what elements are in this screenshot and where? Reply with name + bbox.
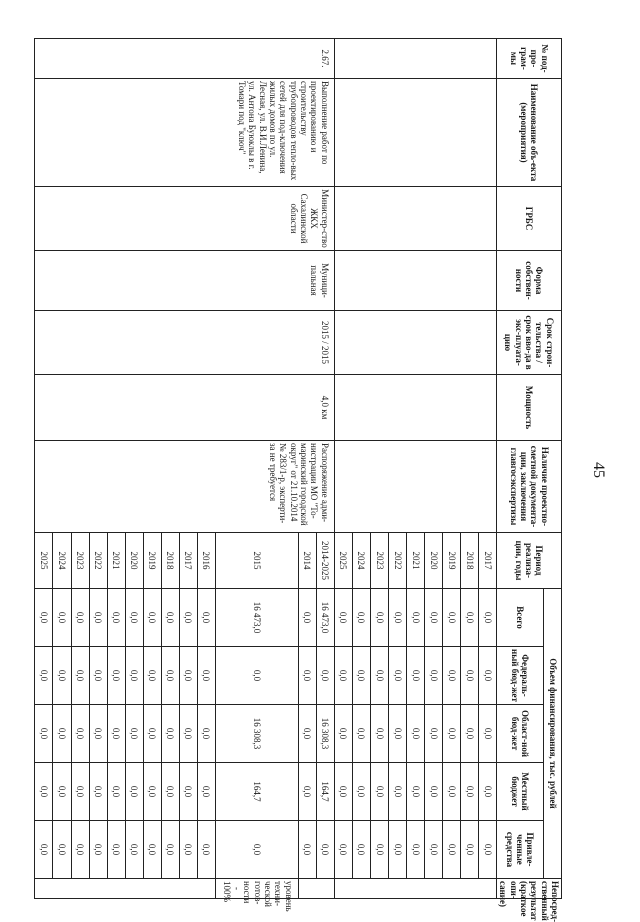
cell-regional: 0,0: [370, 705, 388, 763]
cell-regional: 0,0: [161, 705, 179, 763]
cell-total: 0,0: [442, 589, 460, 647]
cell-total: 0,0: [424, 589, 442, 647]
cell-total: 0,0: [125, 589, 143, 647]
cell-regional: 0,0: [179, 705, 197, 763]
cell-total: 0,0: [334, 589, 352, 647]
cell-federal: 0,0: [352, 647, 370, 705]
cell-year: 2016: [197, 533, 215, 589]
header-regional: Област-ной бюд-жет: [496, 705, 543, 763]
cell-total: 0,0: [53, 589, 71, 647]
cell-private: 0,0: [143, 821, 161, 879]
cell-year: 2023: [370, 533, 388, 589]
cell-local: 0,0: [125, 763, 143, 821]
cell-local: 0,0: [143, 763, 161, 821]
header-period: Срок строи-тельства / срок вво-да в экс-плуата-цию: [496, 311, 561, 375]
cell-regional: 0,0: [89, 705, 107, 763]
cell-total: 16 473,0: [215, 589, 298, 647]
cell-federal: 0,0: [107, 647, 125, 705]
cell-regional: 0,0: [460, 705, 478, 763]
cell-local: 0,0: [424, 763, 442, 821]
cell-federal: 0,0: [406, 647, 424, 705]
financing-table: [34, 38, 562, 922]
cell-year: 2019: [143, 533, 161, 589]
cell-year: 2017: [179, 533, 197, 589]
cell-local: 164,7: [215, 763, 298, 821]
cell-total: 0,0: [478, 589, 496, 647]
cell-federal: 0,0: [71, 647, 89, 705]
cell-private: 0,0: [215, 821, 298, 879]
cell-private: 0,0: [388, 821, 406, 879]
cell-total: 0,0: [107, 589, 125, 647]
table-body: [35, 39, 497, 912]
cell-regional: 0,0: [478, 705, 496, 763]
table-row-summary: [316, 39, 334, 899]
cell-private: 0,0: [125, 821, 143, 879]
result-empty-cell: [298, 879, 334, 899]
cell-local: 0,0: [406, 763, 424, 821]
cell-year: 2019: [442, 533, 460, 589]
cell-federal: 0,0: [388, 647, 406, 705]
cell-local: 0,0: [197, 763, 215, 821]
cell-total: 0,0: [406, 589, 424, 647]
cell-regional: 0,0: [71, 705, 89, 763]
cell-private: 0,0: [35, 821, 53, 879]
cell-local: 0,0: [442, 763, 460, 821]
header-ownership: Форма собствен-ности: [496, 251, 561, 311]
continuation-cell: [334, 39, 496, 79]
cell-federal: 0,0: [442, 647, 460, 705]
cell-federal: 0,0: [143, 647, 161, 705]
cell-regional: 0,0: [298, 705, 316, 763]
cell-private: 0,0: [424, 821, 442, 879]
item-period: 2015 / 2015: [35, 311, 334, 375]
cell-private: 0,0: [460, 821, 478, 879]
cell-federal: 0,0: [35, 647, 53, 705]
cell-federal: 0,0: [424, 647, 442, 705]
cell-private: 0,0: [334, 821, 352, 879]
cell-regional: 0,0: [53, 705, 71, 763]
cell-total: 0,0: [370, 589, 388, 647]
cell-year: 2017: [478, 533, 496, 589]
cell-regional: 16 308,3: [215, 705, 298, 763]
cell-local: 0,0: [370, 763, 388, 821]
cell-local: 0,0: [388, 763, 406, 821]
cell-federal: 0,0: [125, 647, 143, 705]
cell-total: 16 473,0: [316, 589, 334, 647]
cell-year: 2022: [388, 533, 406, 589]
cell-year: 2014-2025: [316, 533, 334, 589]
header-result: Непосред-ственный результат (краткое опи-сание): [496, 879, 561, 899]
cell-year: 2021: [406, 533, 424, 589]
cell-private: 0,0: [406, 821, 424, 879]
cell-total: 0,0: [352, 589, 370, 647]
header-power: Мощность: [496, 375, 561, 441]
cell-private: 0,0: [197, 821, 215, 879]
cell-private: 0,0: [298, 821, 316, 879]
cell-year: 2020: [125, 533, 143, 589]
cell-local: 0,0: [334, 763, 352, 821]
cell-year: 2014: [298, 533, 316, 589]
cell-year: 2025: [334, 533, 352, 589]
cell-private: 0,0: [179, 821, 197, 879]
cell-local: 0,0: [460, 763, 478, 821]
cell-year: 2025: [35, 533, 53, 589]
item-grbs: Министер-ство ЖКХ Сахалинской области: [35, 187, 334, 251]
header-federal: Федераль-ный бюд-жет: [496, 647, 543, 705]
cell-regional: 0,0: [406, 705, 424, 763]
cell-regional: 0,0: [35, 705, 53, 763]
cell-federal: 0,0: [161, 647, 179, 705]
header-financing: Объем финансирования, тыс. рублей: [543, 589, 561, 879]
cell-federal: 0,0: [89, 647, 107, 705]
item-ownership: Муници-пальная: [35, 251, 334, 311]
cell-regional: 0,0: [352, 705, 370, 763]
cell-federal: 0,0: [334, 647, 352, 705]
cell-year: 2023: [71, 533, 89, 589]
cell-year: 2020: [424, 533, 442, 589]
header-total: Всего: [496, 589, 543, 647]
cell-total: 0,0: [179, 589, 197, 647]
cell-local: 0,0: [53, 763, 71, 821]
cell-private: 0,0: [352, 821, 370, 879]
cell-local: 0,0: [478, 763, 496, 821]
rotated-table-wrapper: [39, 38, 562, 922]
item-docs: Распоряжение адми-нистрации МО "То-маринский городской округ" от 21.10.2014 № 283/1-р, эксперти-за не требуется: [35, 441, 334, 533]
cell-regional: 0,0: [125, 705, 143, 763]
cell-private: 0,0: [442, 821, 460, 879]
cell-total: 0,0: [197, 589, 215, 647]
page-number: 45: [590, 462, 607, 478]
cell-local: 0,0: [179, 763, 197, 821]
cell-federal: 0,0: [316, 647, 334, 705]
cell-year: 2024: [352, 533, 370, 589]
cell-private: 0,0: [370, 821, 388, 879]
cell-regional: 0,0: [424, 705, 442, 763]
continuation-cell: [334, 441, 496, 533]
cell-local: 0,0: [35, 763, 53, 821]
header-num: № под-про-грам-мы: [496, 39, 561, 79]
item-result: уровень техни-ческой готов-ности - 100%: [215, 879, 298, 899]
continuation-cell: [334, 375, 496, 441]
cell-private: 0,0: [478, 821, 496, 879]
table-row: [478, 39, 496, 899]
cell-regional: 0,0: [197, 705, 215, 763]
cell-federal: 0,0: [197, 647, 215, 705]
cell-regional: 0,0: [442, 705, 460, 763]
cell-private: 0,0: [316, 821, 334, 879]
cell-total: 0,0: [89, 589, 107, 647]
cell-local: 0,0: [107, 763, 125, 821]
header-local: Местный бюджет: [496, 763, 543, 821]
cell-regional: 0,0: [143, 705, 161, 763]
cell-local: 0,0: [71, 763, 89, 821]
cell-year: 2015: [215, 533, 298, 589]
cell-private: 0,0: [53, 821, 71, 879]
cell-regional: 16 308,3: [316, 705, 334, 763]
cell-private: 0,0: [89, 821, 107, 879]
cell-federal: 0,0: [179, 647, 197, 705]
cell-local: 0,0: [89, 763, 107, 821]
header-private: Привле-ченные средства: [496, 821, 543, 879]
cell-year: 2024: [53, 533, 71, 589]
cell-total: 0,0: [298, 589, 316, 647]
cell-private: 0,0: [107, 821, 125, 879]
item-name: Выполнение работ по проектированию и строительству трубопроводов тепло-вых сетей для под-ключения жилых домов по ул. Лесная, ул. В.И.Ленина, ул. Антона Буюклы в г. Томари под "ключ": [35, 79, 334, 187]
cell-total: 0,0: [388, 589, 406, 647]
cell-federal: 0,0: [460, 647, 478, 705]
cell-local: 0,0: [352, 763, 370, 821]
continuation-cell: [334, 311, 496, 375]
cell-total: 0,0: [143, 589, 161, 647]
cell-federal: 0,0: [298, 647, 316, 705]
cell-year: 2018: [161, 533, 179, 589]
cell-federal: 0,0: [53, 647, 71, 705]
header-grbs: ГРБС: [496, 187, 561, 251]
cell-local: 0,0: [161, 763, 179, 821]
continuation-cell: [334, 251, 496, 311]
cell-total: 0,0: [460, 589, 478, 647]
cell-private: 0,0: [71, 821, 89, 879]
header-years: Период реализа-ции, годы: [496, 533, 561, 589]
cell-federal: 0,0: [215, 647, 298, 705]
cell-total: 0,0: [71, 589, 89, 647]
cell-regional: 0,0: [107, 705, 125, 763]
cell-local: 164,7: [316, 763, 334, 821]
cell-total: 0,0: [161, 589, 179, 647]
cell-year: 2018: [460, 533, 478, 589]
cell-federal: 0,0: [370, 647, 388, 705]
cell-federal: 0,0: [478, 647, 496, 705]
continuation-cell: [334, 187, 496, 251]
cell-total: 0,0: [35, 589, 53, 647]
cell-regional: 0,0: [388, 705, 406, 763]
cell-private: 0,0: [161, 821, 179, 879]
cell-year: 2022: [89, 533, 107, 589]
cell-regional: 0,0: [334, 705, 352, 763]
result-empty-cell: [35, 879, 215, 899]
header-name: Наименование объ-екта (мероприятия): [496, 79, 561, 187]
header-docs: Наличие проектно-сметной документа-ции, заключения главгосэкспертизы: [496, 441, 561, 533]
cell-year: 2021: [107, 533, 125, 589]
item-num: 2.67.: [35, 39, 334, 79]
cell-local: 0,0: [298, 763, 316, 821]
continuation-cell: [334, 79, 496, 187]
continuation-result-cell: [334, 879, 496, 899]
item-power: 4,0 км: [35, 375, 334, 441]
